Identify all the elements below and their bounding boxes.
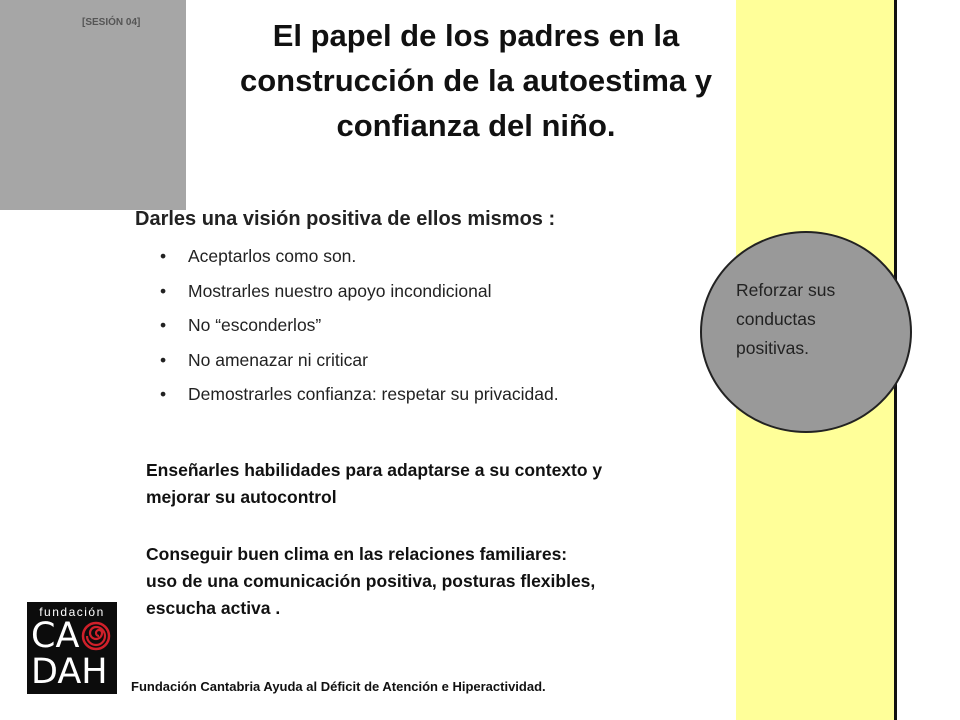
session-label: [SESIÓN 04] (82, 17, 141, 28)
callout-line: positivas. (736, 338, 809, 358)
logo-top-text: fundación (39, 605, 105, 619)
bullet-icon: • (160, 246, 167, 266)
bullet-list (160, 246, 559, 419)
footer-text: Fundación Cantabria Ayuda al Déficit de Atención e Hiperactividad. (131, 679, 546, 694)
paragraph-line: escucha activa . (146, 598, 281, 618)
slide-title: El papel de los padres en la construcción de la autoestima y confianza del niño. (239, 18, 713, 143)
list-item (160, 246, 559, 281)
list-item (160, 384, 559, 419)
callout-text (736, 276, 835, 363)
fundacion-cadah-logo (27, 602, 117, 694)
paragraph-skills (146, 457, 602, 511)
paragraph-line: uso de una comunicación positiva, posturas flexibles, (146, 571, 596, 591)
bullet-text: Aceptarlos como son. (188, 246, 357, 266)
list-item (160, 315, 559, 350)
bullet-icon: • (160, 315, 167, 335)
bullet-icon: • (160, 384, 167, 404)
spiral-icon (80, 620, 112, 652)
bullet-text: No “esconderlos” (188, 315, 322, 335)
bullet-icon: • (160, 349, 167, 370)
bullet-text: No amenazar ni criticar (188, 349, 368, 370)
logo-mid-text: CA (31, 616, 80, 656)
paragraph-line: mejorar su autocontrol (146, 487, 337, 507)
paragraph-family-climate (146, 541, 595, 622)
callout-line: Reforzar sus (736, 280, 836, 300)
callout-line: conductas (736, 309, 816, 329)
bullet-text: Demostrarles confianza: respetar su privacidad. (188, 384, 559, 404)
paragraph-line: Conseguir buen clima en las relaciones familiares: (146, 544, 568, 564)
corner-gray-block (0, 0, 186, 210)
bullet-text: Mostrarles nuestro apoyo incondicional (188, 280, 492, 301)
paragraph-line: Enseñarles habilidades para adaptarse a su contexto y (146, 460, 603, 480)
subheading: Darles una visión positiva de ellos mismos : (135, 208, 556, 230)
logo-bottom-text: DAH (31, 652, 108, 692)
bullet-icon: • (160, 280, 167, 301)
list-item (160, 281, 559, 316)
list-item (160, 350, 559, 385)
